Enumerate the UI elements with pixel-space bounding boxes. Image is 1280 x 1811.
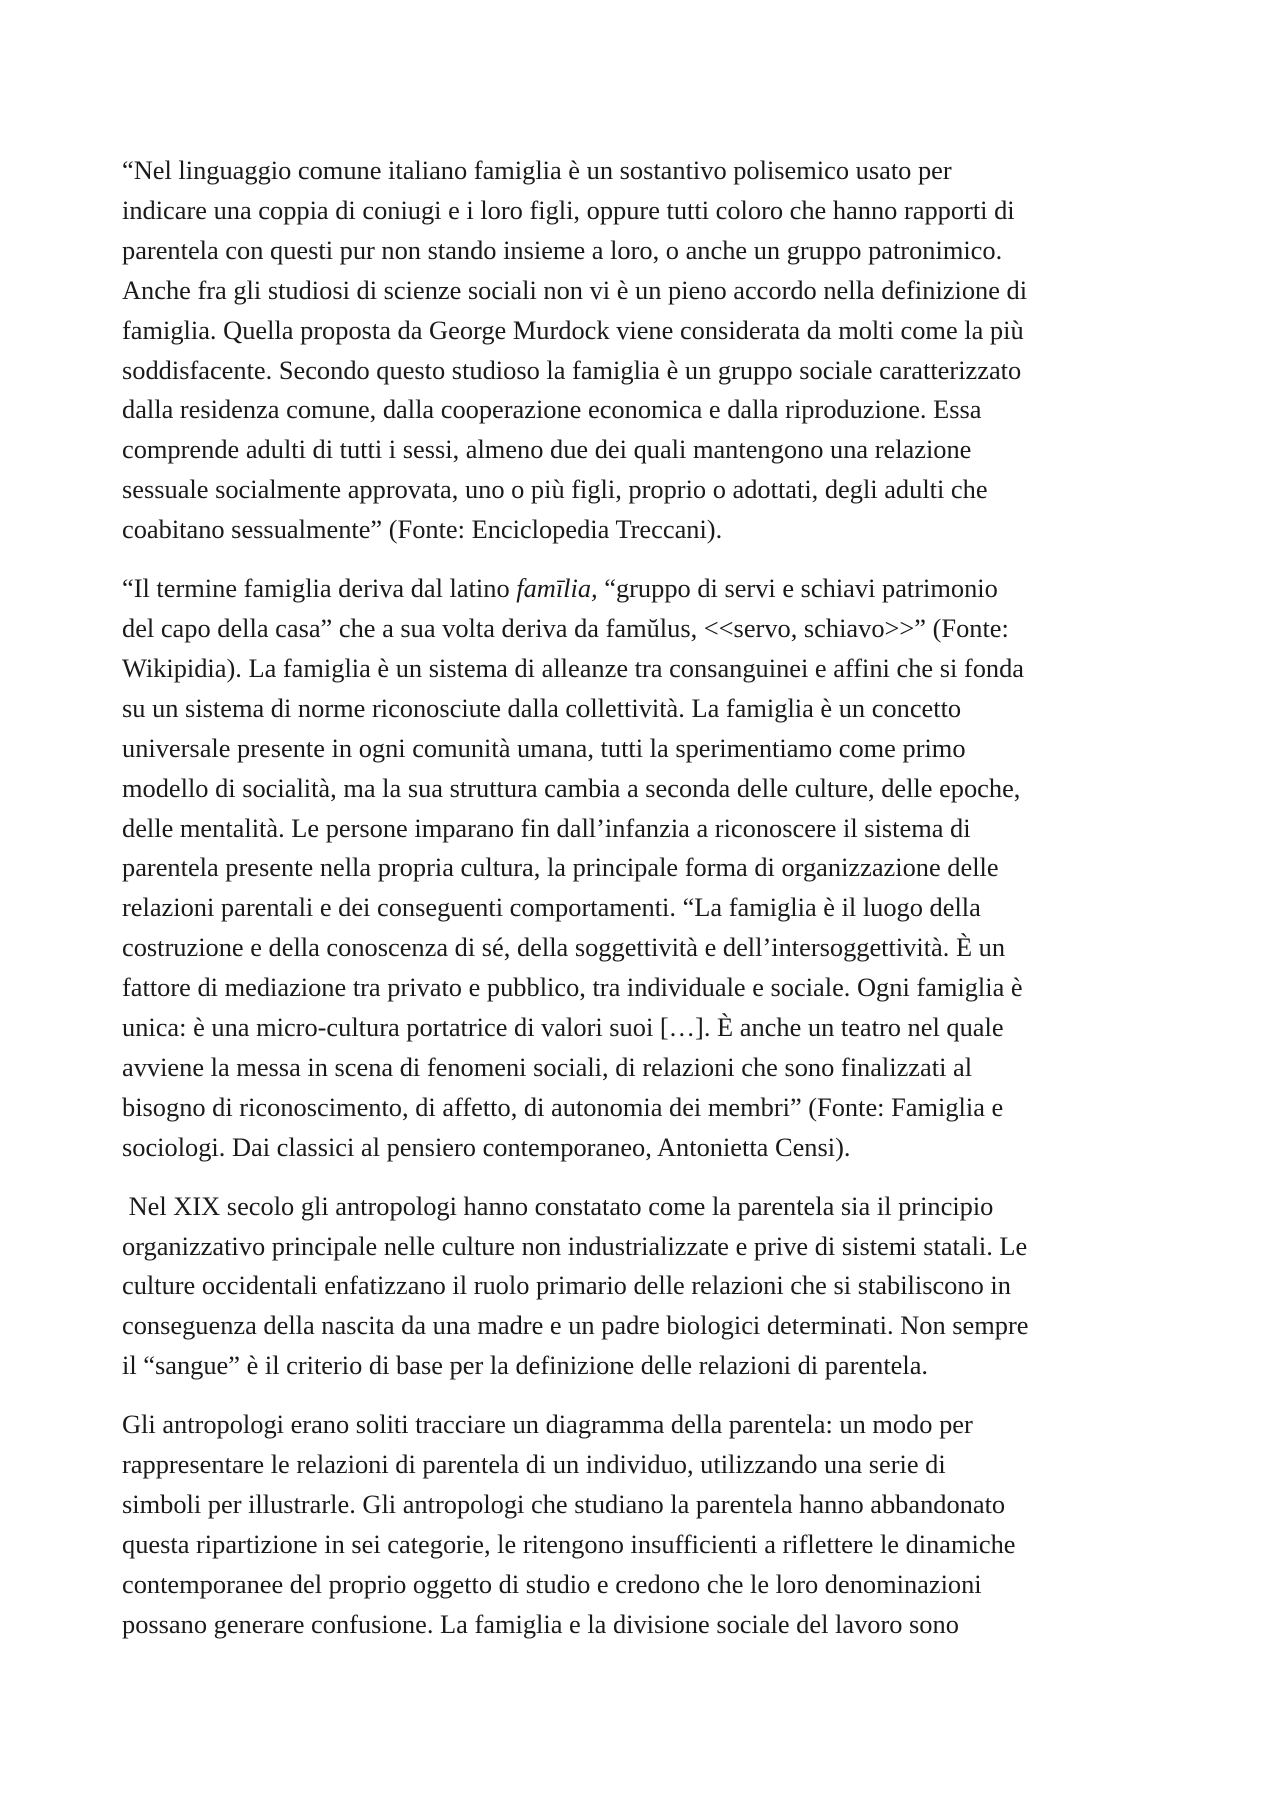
document-body bbox=[122, 151, 1167, 1664]
text-line: Nel XIX secolo gli antropologi hanno constatato come la parentela sia il principio bbox=[122, 1190, 994, 1221]
text-line: contemporanee del proprio oggetto di studio e credono che le loro denominazioni bbox=[122, 1568, 982, 1599]
text-line: unica: è una micro-cultura portatrice di valori suoi […]. È anche un teatro nel quale bbox=[122, 1012, 1004, 1043]
text-line: famiglia. Quella proposta da George Murdock viene considerata da molti come la più bbox=[122, 314, 1024, 345]
text-segment: “gruppo di servi e schiavi patrimonio bbox=[597, 573, 998, 604]
text-line: indicare una coppia di coniugi e i loro figli, oppure tutti coloro che hanno rapporti di bbox=[122, 194, 1015, 225]
paragraph-1 bbox=[122, 151, 1167, 550]
text-line: soddisfacente. Secondo questo studioso la famiglia è un gruppo sociale caratterizzato bbox=[122, 354, 1022, 385]
paragraph-4 bbox=[122, 1405, 1167, 1644]
text-segment: “Il termine famiglia deriva dal latino bbox=[122, 573, 517, 604]
text-line: questa ripartizione in sei categorie, le ritengono insufficienti a riflettere le dinamiche bbox=[122, 1528, 1016, 1559]
text-line: parentela presente nella propria cultura, la principale forma di organizzazione delle bbox=[122, 852, 999, 883]
text-line: su un sistema di norme riconosciute dalla collettività. La famiglia è un concetto bbox=[122, 692, 962, 723]
text-line: parentela con questi pur non stando insieme a loro, o anche un gruppo patronimico. bbox=[122, 234, 1003, 265]
text-line: possano generare confusione. La famiglia e la divisione sociale del lavoro sono bbox=[122, 1608, 959, 1639]
text-line: delle mentalità. Le persone imparano fin dall’infanzia a riconoscere il sistema di bbox=[122, 812, 971, 843]
text-line: fattore di mediazione tra privato e pubblico, tra individuale e sociale. Ogni famiglia è bbox=[122, 972, 1023, 1003]
text-line: conseguenza della nascita da una madre e un padre biologici determinati. Non sempre bbox=[122, 1310, 1029, 1341]
text-line: sessuale socialmente approvata, uno o più figli, proprio o adottati, degli adulti che bbox=[122, 474, 988, 505]
text-line: universale presente in ogni comunità umana, tutti la sperimentiamo come primo bbox=[122, 732, 966, 763]
text-line: il “sangue” è il criterio di base per la definizione delle relazioni di parentela. bbox=[122, 1350, 929, 1381]
text-line: bisogno di riconoscimento, di affetto, di autonomia dei membri” (Fonte: Famiglia e bbox=[122, 1091, 1004, 1122]
text-line: “Nel linguaggio comune italiano famiglia è un sostantivo polisemico usato per bbox=[122, 155, 952, 185]
text-line: simboli per illustrarle. Gli antropologi che studiano la parentela hanno abbandonato bbox=[122, 1489, 1006, 1519]
text-line: costruzione e della conoscenza di sé, della soggettività e dell’intersoggettività. È un bbox=[122, 932, 1006, 963]
italic-term: famīlia, bbox=[516, 573, 598, 604]
text-line: dalla residenza comune, dalla cooperazione economica e dalla riproduzione. Essa bbox=[122, 394, 982, 425]
text-line: Wikipidia). La famiglia è un sistema di alleanze tra consanguinei e affini che si fonda bbox=[122, 652, 1024, 683]
text-line: avviene la messa in scena di fenomeni sociali, di relazioni che sono finalizzati al bbox=[122, 1051, 973, 1082]
text-line: Anche fra gli studiosi di scienze sociali non vi è un pieno accordo nella definizione di bbox=[122, 274, 1028, 305]
text-line: Gli antropologi erano soliti tracciare un diagramma della parentela: un modo per bbox=[122, 1409, 973, 1440]
text-line: organizzativo principale nelle culture non industrializzate e prive di sistemi statali. Le bbox=[122, 1230, 1028, 1261]
text-line: del capo della casa” che a sua volta deriva da famŭlus, <<servo, schiavo>>” (Fonte: bbox=[122, 612, 1009, 643]
paragraph-3 bbox=[122, 1187, 1167, 1387]
text-line: modello di socialità, ma la sua struttura cambia a seconda delle culture, delle epoche, bbox=[122, 772, 1021, 803]
text-line: comprende adulti di tutti i sessi, almeno due dei quali mantengono una relazione bbox=[122, 434, 972, 465]
text-line: culture occidentali enfatizzano il ruolo primario delle relazioni che si stabiliscono in bbox=[122, 1270, 1011, 1301]
text-line bbox=[122, 569, 1167, 609]
text-line: relazioni parentali e dei conseguenti comportamenti. “La famiglia è il luogo della bbox=[122, 892, 981, 923]
text-line: coabitano sessualmente” (Fonte: Enciclopedia Treccani). bbox=[122, 514, 723, 545]
text-line: rappresentare le relazioni di parentela di un individuo, utilizzando una serie di bbox=[122, 1449, 946, 1480]
paragraph-2 bbox=[122, 569, 1167, 1168]
text-line: sociologi. Dai classici al pensiero contemporaneo, Antonietta Censi). bbox=[122, 1131, 851, 1162]
